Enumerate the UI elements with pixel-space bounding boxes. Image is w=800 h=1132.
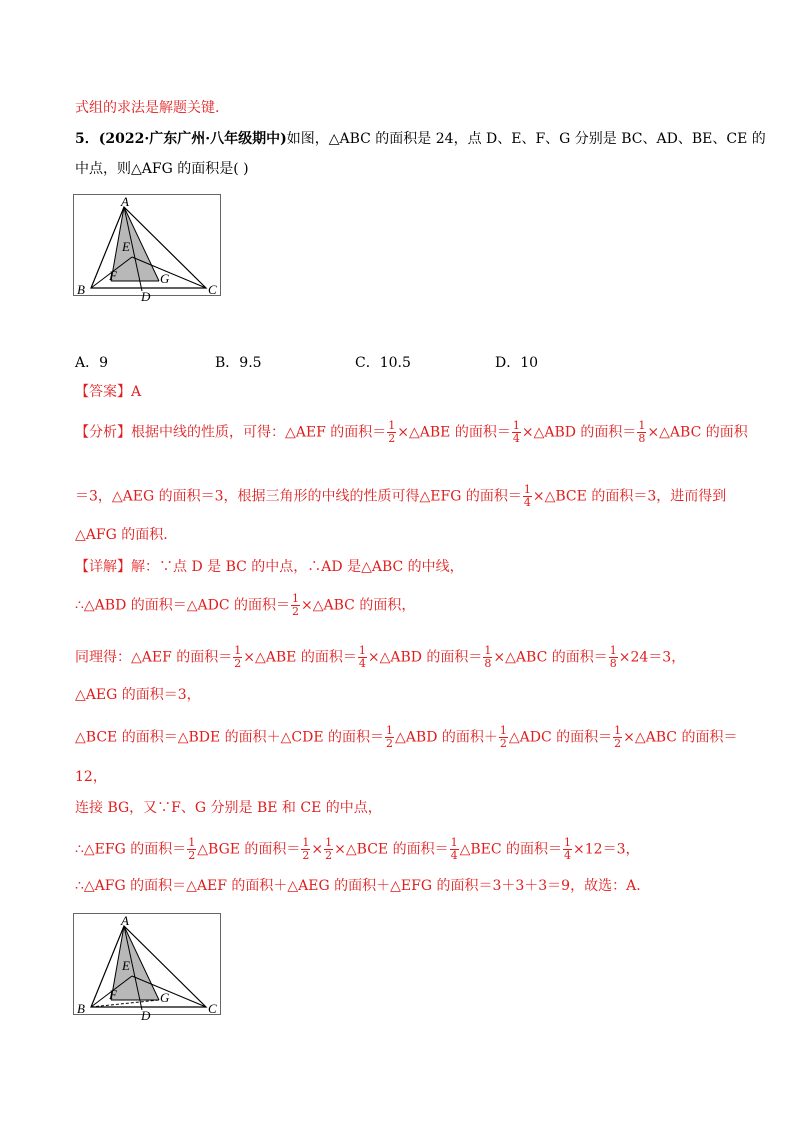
fraction-half: [499, 725, 508, 750]
fraction-num: 1: [638, 419, 646, 432]
segment-bg-dashed: [91, 1000, 159, 1007]
analysis-text-2a: ＝3，△AEG 的面积＝3，根据三角形的中线的性质可得△EFG 的面积＝: [75, 488, 522, 505]
fraction-half: [387, 420, 396, 445]
question-number: 5．: [75, 131, 99, 147]
fraction-den: 4: [523, 496, 531, 509]
fraction-den: 4: [512, 432, 520, 445]
triangle-diagram-1: [74, 194, 220, 304]
detail-line-1: [75, 557, 464, 577]
fraction-den: 2: [292, 605, 300, 618]
fraction-half: [385, 725, 394, 750]
analysis-line-2: [75, 484, 726, 509]
answer-value: A: [131, 384, 142, 400]
fraction-num: 1: [386, 724, 394, 737]
fraction-num: 1: [188, 836, 196, 849]
fraction-den: 2: [388, 432, 396, 445]
fraction-quarter: [450, 837, 459, 862]
label-d: D: [141, 289, 151, 304]
label-g: G: [160, 271, 170, 286]
label-g: G: [160, 990, 170, 1005]
fraction-eighth: [637, 420, 646, 445]
label-b: B: [77, 1001, 85, 1016]
fraction-num: 1: [234, 644, 242, 657]
fraction-den: 4: [450, 849, 458, 862]
fraction-den: 2: [614, 737, 622, 750]
label-f: F: [109, 987, 117, 1002]
triangle-diagram-2: [74, 913, 220, 1023]
fraction-num: 1: [499, 724, 507, 737]
fraction-den: 4: [358, 657, 366, 670]
label-a: A: [121, 913, 129, 928]
detail-line-5: [75, 725, 737, 750]
detail-text-8c: ×: [311, 841, 324, 858]
fraction-num: 1: [484, 644, 492, 657]
fraction-quarter: [512, 420, 521, 445]
fraction-quarter: [358, 645, 367, 670]
fraction-den: 2: [302, 849, 310, 862]
detail-line-6: 12，: [75, 769, 107, 785]
label-c: C: [208, 282, 217, 297]
detail-text-5d: ×△ABC 的面积＝: [623, 729, 738, 746]
answer-tag: 【答案】: [75, 384, 131, 400]
detail-text-2a: ∴△ABD 的面积＝△ADC 的面积＝: [75, 597, 291, 614]
fraction-num: 1: [609, 644, 617, 657]
label-e: E: [122, 239, 130, 254]
fraction-num: 1: [564, 836, 572, 849]
fraction-den: 2: [188, 849, 196, 862]
fraction-num: 1: [302, 836, 310, 849]
detail-line-2: [75, 593, 415, 618]
fraction-quarter: [523, 484, 532, 509]
fraction-den: 4: [564, 849, 572, 862]
detail-text-3b: ×△ABE 的面积＝: [243, 649, 357, 666]
detail-tag: 【详解】: [75, 559, 131, 575]
analysis-text-1a: 根据中线的性质，可得：△AEF 的面积＝: [131, 424, 387, 441]
fraction-half: [301, 837, 310, 862]
answer-line: [75, 382, 141, 402]
analysis-line-3: △AFG 的面积.: [75, 527, 168, 543]
fraction-num: 1: [388, 419, 396, 432]
fraction-den: 8: [609, 657, 617, 670]
analysis-text-1c: ×△ABD 的面积＝: [521, 424, 637, 441]
analysis-line-1: [75, 420, 748, 445]
fraction-den: 2: [386, 737, 394, 750]
detail-line-7: 连接 BG，又∵F、G 分别是 BE 和 CE 的中点，: [75, 800, 382, 816]
fraction-num: 1: [358, 644, 366, 657]
fraction-num: 1: [292, 592, 300, 605]
fraction-den: 2: [234, 657, 242, 670]
fraction-den: 8: [638, 432, 646, 445]
fraction-half: [291, 593, 300, 618]
option-a: A．9: [75, 355, 109, 371]
fraction-half: [233, 645, 242, 670]
option-d: D．10: [495, 355, 539, 371]
detail-text-3a: 同理得：△AEF 的面积＝: [75, 649, 233, 666]
detail-text-2b: ×△ABC 的面积，: [301, 597, 416, 614]
detail-text-8a: ∴△EFG 的面积＝: [75, 841, 187, 858]
fraction-num: 1: [325, 836, 333, 849]
question-source: (2022·广东广州·八年级期中): [98, 131, 287, 147]
label-a: A: [121, 194, 129, 209]
detail-text-3d: ×△ABC 的面积＝: [493, 649, 608, 666]
analysis-tag: 【分析】: [75, 424, 131, 441]
option-b: B．9.5: [215, 355, 262, 371]
fraction-den: 8: [484, 657, 492, 670]
analysis-text-2b: ×△BCE 的面积＝3，进而得到: [532, 488, 727, 505]
detail-text-1: 解：∵点 D 是 BC 的中点，∴AD 是△ABC 的中线，: [131, 559, 464, 575]
detail-line-4: △AEG 的面积＝3，: [75, 687, 201, 703]
detail-text-8f: ×12＝3，: [573, 841, 640, 858]
fraction-half: [613, 725, 622, 750]
label-d: D: [141, 1008, 151, 1023]
label-b: B: [77, 282, 85, 297]
fraction-eighth: [483, 645, 492, 670]
question-stem-1: 如图，△ABC 的面积是 24，点 D、E、F、G 分别是 BC、AD、BE、CE 的: [286, 131, 766, 147]
detail-text-5b: △ABD 的面积＋: [395, 729, 498, 746]
fraction-den: 2: [325, 849, 333, 862]
detail-line-8: [75, 837, 639, 862]
detail-text-5a: △BCE 的面积＝△BDE 的面积＋△CDE 的面积＝: [75, 729, 385, 746]
analysis-text-1b: ×△ABE 的面积＝: [397, 424, 511, 441]
label-e: E: [122, 958, 130, 973]
fraction-half: [187, 837, 196, 862]
figure-triangle-1: [73, 194, 221, 304]
fraction-den: 2: [499, 737, 507, 750]
fraction-num: 1: [450, 836, 458, 849]
detail-line-9: ∴△AFG 的面积＝△AEF 的面积＋△AEG 的面积＋△EFG 的面积＝3＋3＋3＝9，故选：A.: [75, 878, 641, 894]
detail-line-3: [75, 645, 685, 670]
detail-text-5c: △ADC 的面积＝: [508, 729, 613, 746]
label-c: C: [208, 1001, 217, 1016]
option-c: C．10.5: [355, 355, 411, 371]
detail-text-3e: ×24＝3，: [618, 649, 686, 666]
detail-text-3c: ×△ABD 的面积＝: [367, 649, 483, 666]
figure-triangle-2: [73, 913, 221, 1023]
fraction-num: 1: [512, 419, 520, 432]
fraction-eighth: [609, 645, 618, 670]
question-line-1: [75, 129, 766, 149]
top-note: 式组的求法是解题关键.: [75, 100, 220, 116]
question-stem-2: 中点，则△AFG 的面积是( ): [75, 161, 249, 177]
detail-text-8e: △BEC 的面积＝: [459, 841, 563, 858]
fraction-num: 1: [614, 724, 622, 737]
fraction-half: [324, 837, 333, 862]
label-f: F: [109, 268, 117, 283]
detail-text-8b: △BGE 的面积＝: [197, 841, 301, 858]
analysis-text-1d: ×△ABC 的面积: [647, 424, 748, 441]
fraction-num: 1: [523, 483, 531, 496]
detail-text-8d: ×△BCE 的面积＝: [334, 841, 449, 858]
fraction-quarter: [563, 837, 572, 862]
